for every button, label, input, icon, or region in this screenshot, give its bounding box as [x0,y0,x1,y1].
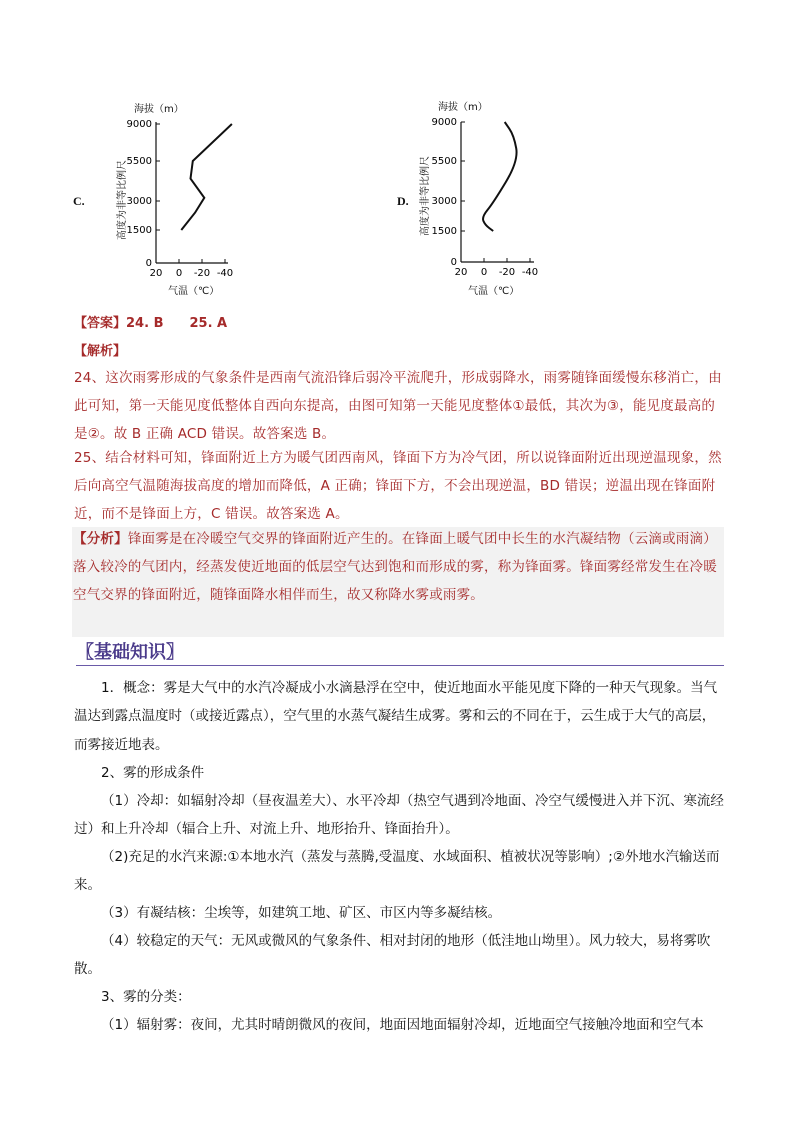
chart-d-xlabel: 气温（℃） [468,286,520,297]
knowledge-concept: 1．概念：雾是大气中的水汽冷凝成小水滴悬浮在空中，使近地面水平能见度下降的一种天气现象。当气温达到露点温度时（或接近露点），空气里的水蒸气凝结生成雾。雾和云的不同在于，云生成于大气的高层，而雾接近地表。 [74,680,718,753]
explanation-24: 24、这次雨雾形成的气象条件是西南气流沿锋后弱冷平流爬升，形成弱降水，雨雾随锋面缓慢东移消亡，由此可知，第一天能见度低整体自西向东提高，由图可知第一天能见度整体①最低，其次为③，能见度最高的是②。故 B 正确 ACD 错误。故答案选 B。 [74,370,722,442]
chart-d [416,96,566,301]
knowledge-radiation-fog: （1）辐射雾：夜间，尤其时晴朗微风的夜间，地面因地面辐射冷却，近地面空气接触冷地面和空气本 [101,1017,704,1033]
chart-c-ytick-label: 5500 [126,156,152,167]
answer-label: 【答案】 [74,316,127,331]
knowledge-water-source: （2)充足的水汽来源:①本地水汽（蒸发与蒸腾,受温度、水域面积、植被状况等影响）;②外地水汽输送而来。 [74,849,720,894]
knowledge-stable-weather: （4）较稳定的天气：无风或微风的气象条件、相对封闭的地形（低洼地山坳里）。风力较大，易将雾吹散。 [74,933,711,978]
chart-c-ytick-label: 3000 [126,196,152,207]
answer-q25: 25. A [189,316,228,331]
chart-d-ytick-label: 3000 [431,196,457,207]
chart-c-xtick-label: -40 [216,268,234,279]
option-c-label: C. [73,194,85,208]
chart-d-ylabel: 高度为非等比例尺 [420,156,431,236]
chart-c-ytick-label: 0 [145,258,152,269]
chart-d-ytick-label: 0 [450,257,457,268]
fenxi-paragraph [73,525,729,609]
chart-c-xtick-label: -20 [193,268,211,279]
chart-c-temperature-curve [181,124,232,230]
answer-line [74,312,227,331]
chart-d-xtick-label: -20 [498,267,516,278]
chart-c [110,98,260,298]
fenxi-label: 【分析】 [73,531,128,547]
chart-c-ytick-label: 1500 [126,225,152,236]
option-d-label: D. [397,194,409,208]
knowledge-cooling: （1）冷却：如辐射冷却（昼夜温差大）、水平冷却（热空气遇到冷地面、冷空气缓慢进入并下沉、寒流经过）和上升冷却（辐合上升、对流上升、地形抬升、锋面抬升）。 [74,793,724,838]
section-divider [76,665,724,666]
answer-q24: 24. B [126,316,164,331]
chart-c-svg [110,98,260,298]
knowledge-classification-heading: 3、雾的分类： [101,989,191,1005]
chart-d-xtick-label: 0 [480,267,488,278]
chart-d-ytick-label: 9000 [431,117,457,128]
chart-d-temperature-curve [483,122,517,231]
fenxi-text: 锋面雾是在冷暖空气交界的锋面附近产生的。在锋面上暖气团中长生的水汽凝结物（云滴或雨滴）落入较冷的气团内，经蒸发使近地面的低层空气达到饱和而形成的雾，称为锋面雾。锋面雾经常发生在冷暖空气交界的锋面附近，随锋面降水相伴而生，故又称降水雾或雨雾。 [73,531,717,603]
knowledge-nuclei: （3）有凝结核：尘埃等，如建筑工地、矿区、市区内等多凝结核。 [101,905,502,921]
chart-d-ytick-label: 1500 [431,226,457,237]
knowledge-conditions-heading: 2、雾的形成条件 [101,765,205,781]
chart-d-title: 海拔（m） [438,102,488,113]
chart-c-title: 海拔（m） [134,104,184,115]
chart-c-ytick-label: 9000 [126,119,152,130]
chart-c-xlabel: 气温（℃） [168,286,220,297]
chart-d-xtick-label: -40 [521,267,539,278]
chart-d-xtick-label: 20 [454,267,468,278]
analysis-label: 【解析】 [74,344,127,359]
section-title: 〖基础知识〗 [76,642,184,663]
chart-d-ytick-label: 5500 [431,156,457,167]
chart-d-svg [416,96,566,301]
chart-c-xtick-label: 0 [175,268,183,279]
explanation-25: 25、结合材料可知，锋面附近上方为暖气团西南风，锋面下方为冷气团，所以说锋面附近出现逆温现象，然后向高空气温随海拔高度的增加而降低，A 正确；锋面下方，不会出现逆温，BD 错误；逆温出现在锋面附近，而不是锋面上方，C 错误。故答案选 A。 [74,450,722,522]
chart-c-ylabel: 高度为非等比例尺 [117,160,128,240]
chart-c-xtick-label: 20 [149,268,163,279]
